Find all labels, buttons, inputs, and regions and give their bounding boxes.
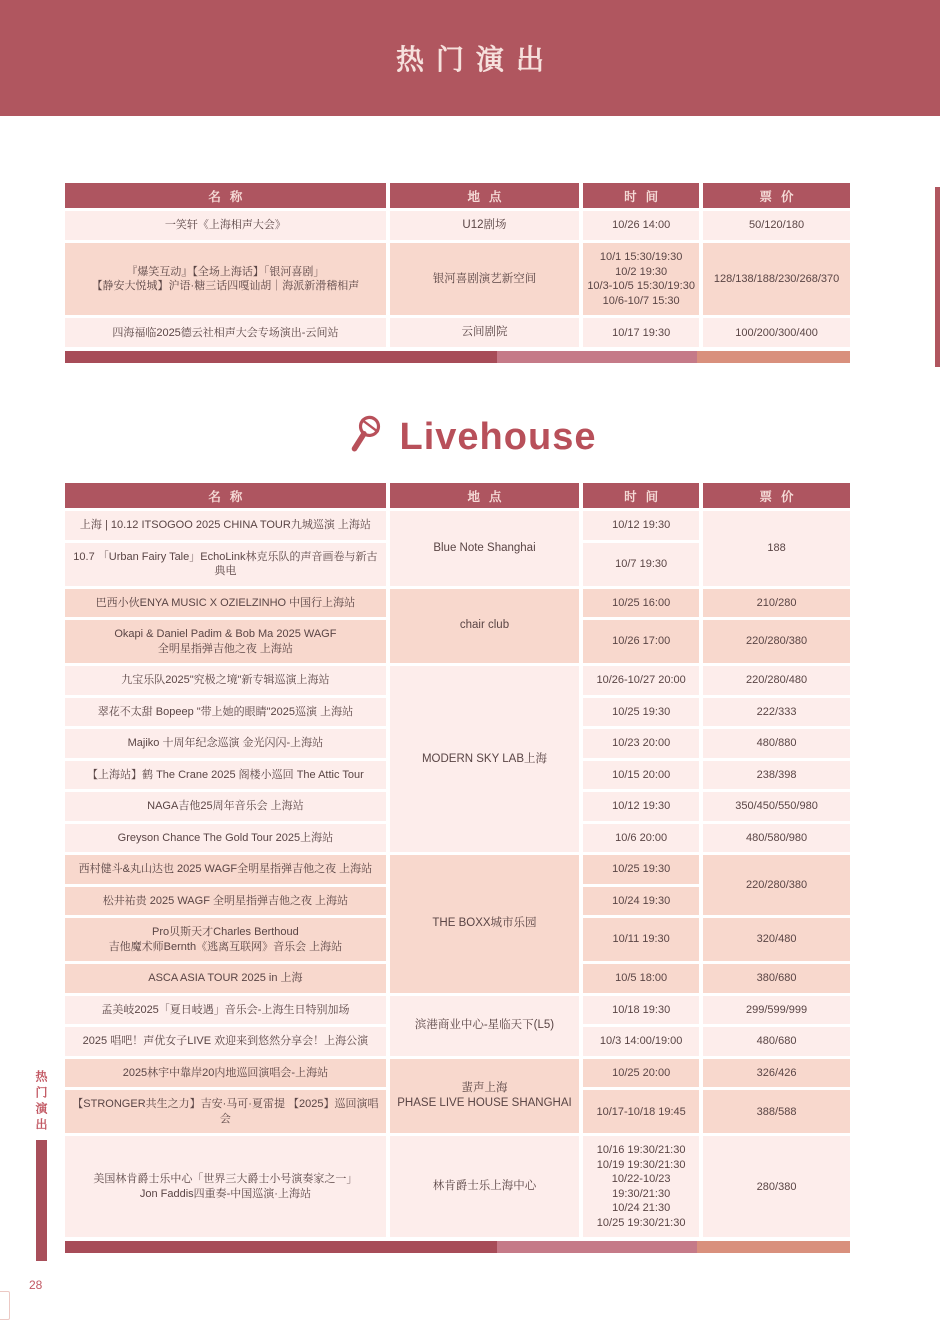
page-title: 热门演出 bbox=[395, 44, 556, 75]
event-venue-cell: 滨港商业中心-星临天下(L5) bbox=[390, 996, 579, 1056]
event-price-cell: 210/280 bbox=[703, 589, 850, 618]
page-number: 28 bbox=[29, 1278, 43, 1292]
footer-bar-segment bbox=[497, 1241, 697, 1253]
event-price-cell: 388/588 bbox=[703, 1090, 850, 1133]
event-name-cell: Greyson Chance The Gold Tour 2025上海站 bbox=[65, 824, 386, 853]
event-time-cell: 10/26-10/27 20:00 bbox=[583, 666, 699, 695]
event-time-cell: 10/5 18:00 bbox=[583, 964, 699, 993]
column-header: 名称 bbox=[65, 183, 386, 208]
event-price-cell: 380/680 bbox=[703, 964, 850, 993]
event-price-cell: 238/398 bbox=[703, 761, 850, 790]
event-name-cell: 九宝乐队2025"究极之境"新专辑巡演上海站 bbox=[65, 666, 386, 695]
event-price-cell: 128/138/188/230/268/370 bbox=[703, 243, 850, 315]
event-price-cell: 320/480 bbox=[703, 918, 850, 961]
event-name-cell: 上海 | 10.12 ITSOGOO 2025 CHINA TOUR九城巡演 上海站 bbox=[65, 511, 386, 540]
event-name-cell: 孟美岐2025「夏日岐遇」音乐会-上海生日特别加场 bbox=[65, 996, 386, 1025]
footer-bar-segment bbox=[697, 1241, 850, 1253]
page-edge-strip bbox=[935, 187, 940, 367]
event-venue-cell: THE BOXX城市乐园 bbox=[390, 855, 579, 993]
footer-bar-segment bbox=[65, 1241, 497, 1253]
table-row bbox=[65, 211, 850, 240]
table-row bbox=[65, 243, 850, 315]
event-time-cell: 10/26 17:00 bbox=[583, 620, 699, 663]
column-header: 时间 bbox=[583, 483, 699, 508]
event-name-cell: 松井祐贵 2025 WAGF 全明星指弹吉他之夜 上海站 bbox=[65, 887, 386, 916]
event-venue-cell: chair club bbox=[390, 589, 579, 664]
event-venue-cell: MODERN SKY LAB上海 bbox=[390, 666, 579, 852]
event-name-cell: Majiko 十周年纪念巡演 金光闪闪-上海站 bbox=[65, 729, 386, 758]
event-time-cell: 10/24 19:30 bbox=[583, 887, 699, 916]
event-price-cell: 100/200/300/400 bbox=[703, 318, 850, 347]
event-time-cell: 10/17-10/18 19:45 bbox=[583, 1090, 699, 1133]
event-time-cell: 10/12 19:30 bbox=[583, 511, 699, 540]
event-price-cell: 350/450/550/980 bbox=[703, 792, 850, 821]
event-venue-cell: Blue Note Shanghai bbox=[390, 511, 579, 586]
hot-performances-table-section bbox=[61, 180, 854, 363]
header-row bbox=[65, 183, 850, 208]
event-time-cell: 10/3 14:00/19:00 bbox=[583, 1027, 699, 1056]
event-venue-cell: 云间剧院 bbox=[390, 318, 579, 347]
livehouse-section-heading bbox=[0, 408, 940, 466]
column-header: 名称 bbox=[65, 483, 386, 508]
performance-table bbox=[61, 180, 854, 350]
event-price-cell: 222/333 bbox=[703, 698, 850, 727]
event-time-cell: 10/6 20:00 bbox=[583, 824, 699, 853]
event-price-cell: 480/680 bbox=[703, 1027, 850, 1056]
event-time-cell: 10/11 19:30 bbox=[583, 918, 699, 961]
event-time-cell: 10/18 19:30 bbox=[583, 996, 699, 1025]
table-footer-bar bbox=[65, 1241, 850, 1253]
column-header: 地点 bbox=[390, 183, 579, 208]
event-name-cell: Okapi & Daniel Padim & Bob Ma 2025 WAGF 全明星指弹吉他之夜 上海站 bbox=[65, 620, 386, 663]
event-time-cell: 10/15 20:00 bbox=[583, 761, 699, 790]
column-header: 地点 bbox=[390, 483, 579, 508]
event-name-cell: ASCA ASIA TOUR 2025 in 上海 bbox=[65, 964, 386, 993]
event-venue-cell: 林肯爵士乐上海中心 bbox=[390, 1136, 579, 1237]
event-name-cell: 2025 唱吧！声优女子LIVE 欢迎来到悠然分享会！上海公演 bbox=[65, 1027, 386, 1056]
table-row bbox=[65, 666, 850, 695]
table-row bbox=[65, 996, 850, 1025]
event-name-cell: 『爆笑互动』【全场上海话】「银河喜剧」 【静安大悦城】沪语·糖三话四嘎讪胡｜海派新滑稽相声 bbox=[65, 243, 386, 315]
event-price-cell: 480/580/980 bbox=[703, 824, 850, 853]
event-name-cell: 巴西小伙ENYA MUSIC X OZIELZINHO 中国行上海站 bbox=[65, 589, 386, 618]
footer-bar-segment bbox=[65, 351, 497, 363]
sidebar-red-bar bbox=[36, 1140, 47, 1261]
event-name-cell: 翠花不太甜 Bopeep "带上她的眼睛"2025巡演 上海站 bbox=[65, 698, 386, 727]
event-name-cell: 【上海站】鹤 The Crane 2025 阁楼小巡回 The Attic Tour bbox=[65, 761, 386, 790]
event-time-cell: 10/25 16:00 bbox=[583, 589, 699, 618]
event-time-cell: 10/17 19:30 bbox=[583, 318, 699, 347]
event-name-cell: Pro贝斯天才Charles Berthoud 吉他魔术师Bernth《逃离互联网》音乐会 上海站 bbox=[65, 918, 386, 961]
column-header: 时间 bbox=[583, 183, 699, 208]
table-row bbox=[65, 318, 850, 347]
event-price-cell: 50/120/180 bbox=[703, 211, 850, 240]
event-time-cell: 10/12 19:30 bbox=[583, 792, 699, 821]
footer-bar-segment bbox=[497, 351, 697, 363]
livehouse-table-section bbox=[61, 480, 854, 1253]
table-row bbox=[65, 855, 850, 884]
event-time-cell: 10/25 19:30 bbox=[583, 698, 699, 727]
table-row bbox=[65, 1059, 850, 1088]
event-venue-cell: 蜚声上海 PHASE LIVE HOUSE SHANGHAI bbox=[390, 1059, 579, 1134]
header-row bbox=[65, 483, 850, 508]
event-time-cell: 10/23 20:00 bbox=[583, 729, 699, 758]
event-name-cell: 【STRONGER共生之力】吉安·马可·夏雷提 【2025】巡回演唱会 bbox=[65, 1090, 386, 1133]
event-time-cell: 10/16 19:30/21:30 10/19 19:30/21:30 10/22-10/23 19:30/21:30 10/24 21:30 10/25 19:30/21:30 bbox=[583, 1136, 699, 1237]
event-name-cell: 10.7 「Urban Fairy Tale」EchoLink林克乐队的声音画卷与新古典电 bbox=[65, 543, 386, 586]
footer-bar-segment bbox=[697, 351, 850, 363]
event-time-cell: 10/26 14:00 bbox=[583, 211, 699, 240]
event-price-cell: 220/280/380 bbox=[703, 855, 850, 915]
event-time-cell: 10/25 20:00 bbox=[583, 1059, 699, 1088]
sidebar-vertical-label: 热门演出 bbox=[34, 1070, 48, 1134]
event-name-cell: 西村健斗&丸山达也 2025 WAGF全明星指弹吉他之夜 上海站 bbox=[65, 855, 386, 884]
event-name-cell: 一笑轩《上海相声大会》 bbox=[65, 211, 386, 240]
event-time-cell: 10/1 15:30/19:30 10/2 19:30 10/3-10/5 15:30/19:30 10/6-10/7 15:30 bbox=[583, 243, 699, 315]
livehouse-section-label: Livehouse bbox=[399, 415, 597, 458]
event-name-cell: NAGA吉他25周年音乐会 上海站 bbox=[65, 792, 386, 821]
event-price-cell: 326/426 bbox=[703, 1059, 850, 1088]
event-price-cell: 280/380 bbox=[703, 1136, 850, 1237]
table-row bbox=[65, 1136, 850, 1237]
event-time-cell: 10/7 19:30 bbox=[583, 543, 699, 586]
column-header: 票价 bbox=[703, 483, 850, 508]
page-header-banner bbox=[0, 0, 940, 116]
event-name-cell: 美国林肯爵士乐中心「世界三大爵士小号演奏家之一」 Jon Faddis四重奏-中国巡演·上海站 bbox=[65, 1136, 386, 1237]
table-footer-bar bbox=[65, 351, 850, 363]
event-price-cell: 480/880 bbox=[703, 729, 850, 758]
event-price-cell: 220/280/380 bbox=[703, 620, 850, 663]
event-venue-cell: U12剧场 bbox=[390, 211, 579, 240]
event-name-cell: 四海福临2025德云社相声大会专场演出-云间站 bbox=[65, 318, 386, 347]
event-name-cell: 2025林宇中靠岸20内地巡回演唱会-上海站 bbox=[65, 1059, 386, 1088]
event-price-cell: 299/599/999 bbox=[703, 996, 850, 1025]
performance-table bbox=[61, 480, 854, 1240]
microphone-icon bbox=[340, 410, 390, 465]
event-venue-cell: 银河喜剧演艺新空间 bbox=[390, 243, 579, 315]
event-price-cell: 188 bbox=[703, 511, 850, 586]
event-price-cell: 220/280/480 bbox=[703, 666, 850, 695]
event-time-cell: 10/25 19:30 bbox=[583, 855, 699, 884]
table-row bbox=[65, 511, 850, 540]
table-row bbox=[65, 589, 850, 618]
column-header: 票价 bbox=[703, 183, 850, 208]
